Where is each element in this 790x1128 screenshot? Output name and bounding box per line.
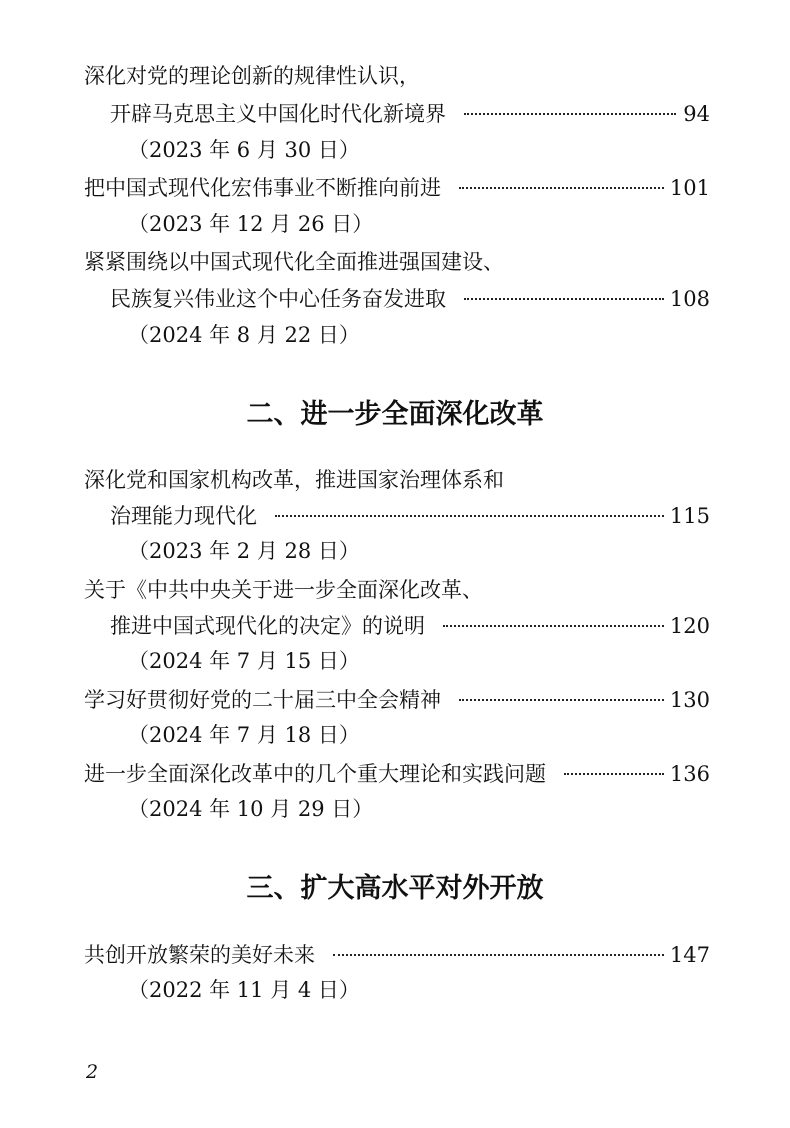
toc-entry[interactable] [110, 608, 710, 644]
toc-entry-title: 紧紧围绕以中国式现代化全面推进强国建设、 [84, 250, 504, 274]
toc-entry-date: （2024 年 7 月 15 日） [128, 649, 360, 673]
toc-entry[interactable] [84, 756, 710, 792]
section-heading: 三、扩大高水平对外开放 [246, 873, 544, 904]
leader-dots [275, 514, 664, 517]
toc-entry-date: （2022 年 11 月 4 日） [128, 978, 360, 1002]
toc-entry-title: 学习好贯彻好党的二十届三中全会精神 [84, 688, 441, 712]
toc-entry-date: （2024 年 10 月 29 日） [128, 797, 374, 821]
page-number: 115 [669, 504, 710, 528]
leader-dots [464, 297, 664, 300]
toc-entry[interactable] [110, 498, 710, 534]
leader-dots [564, 772, 664, 775]
toc-entry-title: 关于《中共中央关于进一步全面深化改革、 [84, 578, 483, 602]
page-number: 130 [669, 688, 710, 712]
toc-entry-date: （2024 年 7 月 18 日） [128, 723, 360, 747]
page-number: 147 [669, 943, 710, 967]
toc-entry-date: （2023 年 2 月 28 日） [128, 539, 360, 563]
toc-entry-title-cont: 开辟马克思主义中国化时代化新境界 [110, 102, 446, 126]
leader-dots [459, 698, 664, 701]
toc-entry-title-cont: 民族复兴伟业这个中心任务奋发进取 [110, 287, 446, 311]
toc-entry-title-cont: 治理能力现代化 [110, 504, 257, 528]
leader-dots [333, 953, 664, 956]
page-number: 101 [669, 176, 710, 200]
page-number: 136 [669, 762, 710, 786]
toc-entry-title: 进一步全面深化改革中的几个重大理论和实践问题 [84, 762, 546, 786]
toc-entry[interactable] [110, 96, 710, 132]
leader-dots [464, 112, 676, 115]
toc-entry[interactable] [84, 682, 710, 718]
toc-entry-title: 深化党和国家机构改革，推进国家治理体系和 [84, 468, 504, 492]
toc-entry[interactable] [84, 170, 710, 206]
toc-entry-title: 共创开放繁荣的美好未来 [84, 943, 315, 967]
toc-entry[interactable] [110, 281, 710, 317]
toc-entry-date: （2024 年 8 月 22 日） [128, 323, 360, 347]
toc-entry-title: 深化对党的理论创新的规律性认识， [84, 64, 420, 88]
leader-dots [459, 186, 664, 189]
page-number: 108 [669, 287, 710, 311]
toc-entry-date: （2023 年 6 月 30 日） [128, 138, 360, 162]
page-number: 94 [683, 102, 710, 126]
toc-entry-date: （2023 年 12 月 26 日） [128, 212, 374, 236]
toc-entry-title: 把中国式现代化宏伟事业不断推向前进 [84, 176, 441, 200]
page-number: 120 [669, 614, 710, 638]
toc-entry[interactable] [84, 937, 710, 973]
section-heading: 二、进一步全面深化改革 [246, 399, 544, 430]
page-folio: 2 [86, 1061, 99, 1083]
leader-dots [443, 624, 664, 627]
toc-entry-title-cont: 推进中国式现代化的决定》的说明 [110, 614, 425, 638]
